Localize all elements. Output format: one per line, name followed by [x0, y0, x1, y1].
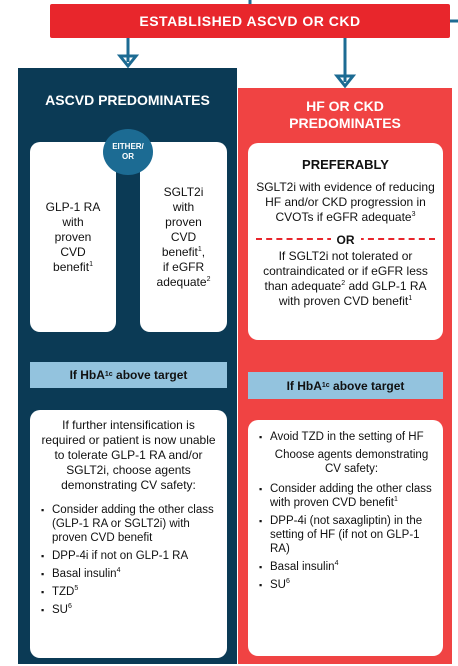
- either-or-badge: [103, 129, 153, 175]
- right-item-3-sup: 4: [334, 560, 339, 568]
- avoid-tzd-text: Avoid TZD in the setting of HF: [270, 431, 424, 443]
- left-agent-list: [40, 503, 217, 617]
- list-item: [52, 549, 217, 563]
- alternative-text-wrap: [256, 249, 435, 309]
- sglt2i-sup1: 1: [197, 245, 202, 253]
- hf-ckd-header-line-2: PREDOMINATES: [289, 115, 401, 131]
- left-target-post: above target: [112, 368, 188, 382]
- list-item: [270, 482, 433, 510]
- or-divider: [256, 231, 435, 245]
- list-item: [52, 503, 217, 545]
- sglt2i-line-7: adequate: [156, 274, 207, 289]
- hf-ckd-header: [238, 98, 452, 132]
- left-item-5-sup: 6: [67, 603, 72, 611]
- glp1-line-2: with: [62, 214, 84, 229]
- or-text: OR: [122, 152, 134, 161]
- left-hba1c-target: If HbA 1c above target: [30, 362, 227, 388]
- preferably-text: SGLT2i with evidence of reducing HF and/or CKD progression in CVOTs if eGFR adequate: [256, 180, 435, 224]
- left-item-1-text: Consider adding the other class (GLP-1 RA or SGLT2i) with proven CVD benefit: [52, 504, 214, 544]
- sglt2i-line-2: with: [172, 199, 195, 214]
- glp1-sup: 1: [89, 260, 93, 268]
- or-label: OR: [331, 233, 361, 247]
- sglt2i-line-5: benefit: [161, 244, 198, 259]
- sglt2i-sup2: 2: [206, 275, 211, 283]
- left-item-3-sup: 4: [116, 567, 121, 575]
- hf-ckd-header-line-1: HF OR CKD: [306, 98, 384, 114]
- glp1-box: [30, 142, 116, 332]
- choose-agents-text: Choose agents demonstrating CV safety:: [274, 449, 429, 475]
- preferably-title: PREFERABLY: [302, 157, 389, 172]
- left-item-4-sup: 5: [74, 585, 79, 593]
- right-safety-box: [248, 420, 443, 656]
- glp1-line-3: proven: [54, 229, 92, 244]
- list-item: [270, 514, 433, 556]
- right-target-post: above target: [329, 378, 405, 393]
- list-item: [270, 560, 433, 574]
- glp1-line-1: GLP-1 RA: [45, 199, 101, 214]
- sglt2i-box: [140, 142, 227, 332]
- sglt2i-line-4: CVD: [170, 229, 197, 244]
- left-intensify-box: [30, 410, 227, 658]
- glp1-line-4: CVD: [60, 244, 86, 259]
- glp1-line-5: benefit: [53, 259, 90, 274]
- right-item-3-text: Basal insulin: [270, 561, 335, 573]
- sglt2i-comma: ,: [201, 244, 206, 259]
- list-item: [270, 578, 433, 592]
- list-item: [52, 585, 217, 599]
- preferably-text-wrap: [256, 180, 435, 225]
- left-item-2-text: DPP-4i if not on GLP-1 RA: [52, 550, 189, 562]
- sglt2i-line-1: SGLT2i: [163, 184, 204, 199]
- list-item: [52, 567, 217, 581]
- left-intensify-text: If further intensification is required or patient is now unable to tolerate GLP-1 RA and/or SGLT2i, choose agents demonstrating CV safety:: [41, 418, 216, 492]
- right-item-1-sup: 1: [394, 496, 398, 504]
- left-item-3-text: Basal insulin: [52, 568, 117, 580]
- top-title: ESTABLISHED ASCVD OR CKD: [139, 13, 361, 29]
- preferably-box: [248, 143, 443, 340]
- right-avoid-list: [270, 430, 433, 444]
- right-target-pre: If HbA: [286, 378, 322, 393]
- either-text: EITHER/: [112, 142, 144, 151]
- alt-text-b: add GLP-1 RA with proven CVD benefit: [278, 279, 430, 308]
- alt-sup-1: 2: [341, 280, 346, 287]
- ascvd-header: ASCVD PREDOMINATES: [45, 92, 210, 108]
- list-item: [52, 603, 217, 617]
- alt-sup-2: 1: [408, 295, 413, 302]
- left-item-4-text: TZD: [52, 586, 75, 598]
- alt-text-a: If SGLT2i not tolerated or contraindicated or if eGFR less than adequate: [263, 249, 428, 293]
- top-title-bar: [50, 4, 450, 38]
- left-item-5-text: SU: [52, 604, 68, 616]
- right-hba1c-target: If HbA 1c above target: [248, 372, 443, 399]
- sglt2i-line-3: proven: [165, 214, 202, 229]
- sglt2i-line-6: if eGFR: [162, 259, 205, 274]
- right-item-4-sup: 6: [285, 578, 290, 586]
- right-item-2-text: DPP-4i (not saxagliptin) in the setting of HF (if not on GLP-1 RA): [270, 515, 423, 555]
- preferably-sup: 3: [411, 211, 416, 218]
- list-item: [270, 430, 433, 444]
- right-item-1-text: Consider adding the other class with proven CVD benefit: [270, 483, 432, 509]
- right-agent-list: [270, 482, 433, 592]
- right-item-4-text: SU: [270, 579, 286, 591]
- left-target-pre: If HbA: [69, 368, 105, 382]
